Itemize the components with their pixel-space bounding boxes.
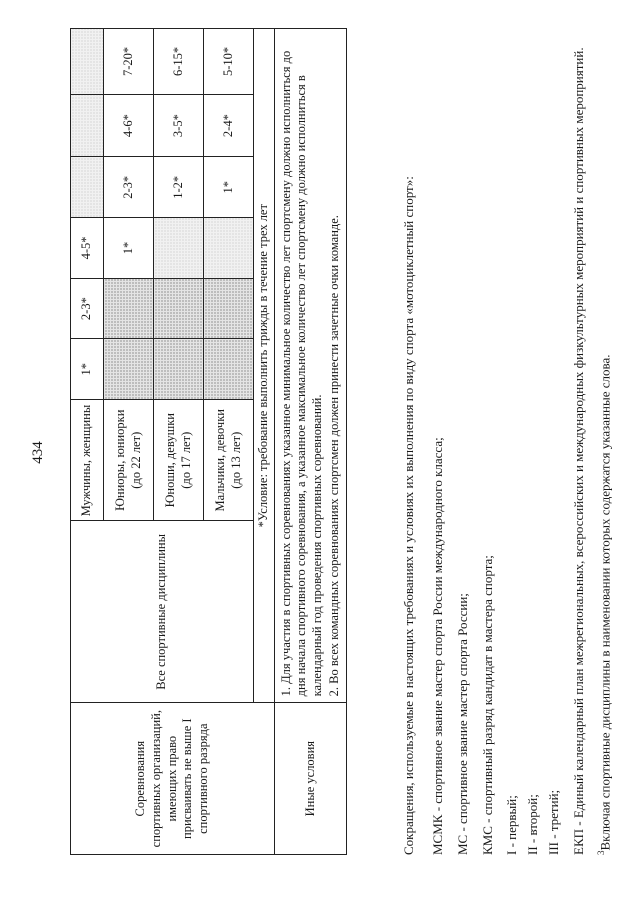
shaded-cell — [71, 94, 104, 157]
group-children: Мальчики, девочки (до 13 лет) — [204, 400, 254, 521]
other-conditions-text — [274, 29, 347, 703]
abbreviation-item: ЕКП - Единый календарный план межрегиональных, всероссийских и международных физкультурных мероприятий и спортивных мероприятий. — [570, 47, 586, 855]
table-cell: 6-15* — [154, 29, 204, 95]
group-men-women: Мужчины, женщины — [71, 400, 104, 521]
table-cell: 3-5* — [154, 94, 204, 157]
table-cell: 2-3* — [104, 157, 154, 218]
requirements-table — [70, 28, 347, 855]
other-condition-2: 2. Во всех командных соревнованиях спортсмен должен принести зачетные очки команде. — [326, 215, 341, 697]
group-juniors: Юниоры, юниорки (до 22 лет) — [104, 400, 154, 521]
abbreviation-item: I - первый; — [504, 795, 520, 855]
abbreviation-item: III - третий; — [546, 789, 562, 855]
abbreviation-item: II - второй; — [525, 794, 541, 855]
group-youth: Юноши, девушки (до 17 лет) — [154, 400, 204, 521]
table-cell: 4-6* — [104, 94, 154, 157]
page-number: 434 — [30, 441, 46, 464]
shaded-cell — [104, 278, 154, 339]
abbreviation-item: КМС - спортивный разряд кандидат в мастера спорта; — [479, 555, 495, 855]
table-cell: 2-4* — [204, 94, 254, 157]
shaded-cell — [154, 278, 204, 339]
other-conditions-label: Иные условия — [274, 703, 347, 855]
table-cell: 1* — [104, 218, 154, 279]
footnote-mark: 3 — [595, 850, 606, 855]
column-header: 4-5* — [71, 218, 104, 279]
abbreviations-heading: Сокращения, используемые в настоящих требованиях и условиях их выполнения по виду спорта «мотоциклетный спорт»: — [401, 176, 416, 855]
shaded-cell — [104, 339, 154, 400]
abbreviation-item: МС - спортивное звание мастер спорта России; — [454, 593, 470, 855]
column-header: 2-3* — [71, 278, 104, 339]
table-cell: 1-2* — [154, 157, 204, 218]
shaded-cell — [154, 218, 204, 279]
shaded-cell — [204, 218, 254, 279]
footnote-text: Включая спортивные дисциплины в наименовании которых содержатся указанные слова. — [597, 354, 613, 851]
footnote — [595, 25, 615, 855]
table-cell: 5-10* — [204, 29, 254, 95]
other-condition-1: 1. Для участия в спортивных соревнованиях указанное минимальное количество лет спортсмену должно исполниться до дня начала спортивного соревнования, а указанное максимальное количество лет спортсмену должно исполниться в календарный год проведения спортивных соревнований. — [278, 50, 324, 697]
column-header: 1* — [71, 339, 104, 400]
table-cell: 1* — [204, 157, 254, 218]
abbreviation-item: МСМК - спортивное звание мастер спорта России международного класса; — [429, 437, 445, 855]
table-cell: 7-20* — [104, 29, 154, 95]
shaded-cell — [71, 29, 104, 95]
shaded-cell — [154, 339, 204, 400]
row-header-competitions: Соревнования спортивных организаций, имеющих право присваивать не выше I спортивного разряда — [71, 703, 275, 855]
condition-note: *Условие: требование выполнить трижды в течение трех лет — [254, 29, 275, 703]
shaded-cell — [204, 278, 254, 339]
shaded-cell — [71, 157, 104, 218]
shaded-cell — [204, 339, 254, 400]
discipline-cell: Все спортивные дисциплины — [71, 521, 254, 703]
abbreviations-section — [400, 25, 621, 855]
